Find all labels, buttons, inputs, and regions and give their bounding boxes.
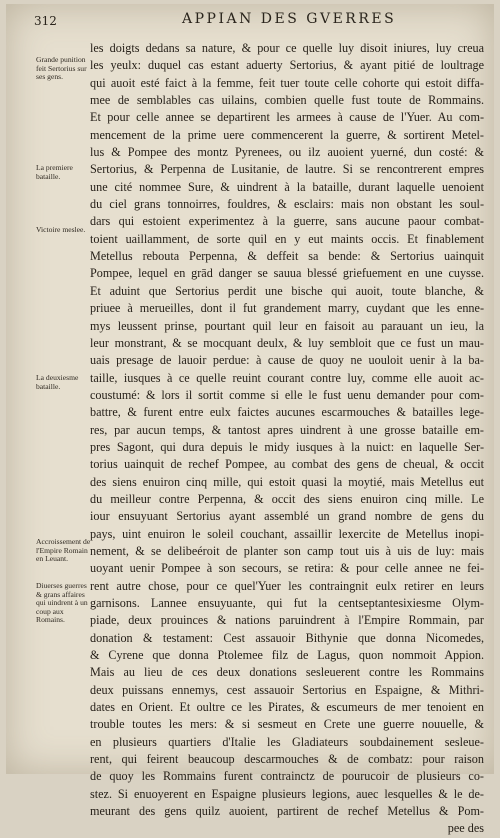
text-line: pee des [447,821,484,836]
marginal-note: Grande punition feit Sertorius sur ses gens. [36,55,87,82]
text-line: des siens enuiron cinq mille, qui estoit quasi la moytié, mais Metellus eut [90,474,484,489]
text-line: du ciel grans tonnoirres, fouldres, & esclairs: mais non obstant les soul- [90,197,484,212]
text-line: stez. Si enuoyerent en Espaigne plusieurs legions, auec lesquelles & le de- [90,786,484,801]
marginal-note: Victoire meslee. [36,225,86,234]
book-page [6,4,494,836]
text-line: meurant des gens quilz auoient, partirent de rechef Metellus & Pom- [90,804,484,819]
text-line: dates en Orient. Et oultre ce les Pirates, & escumeurs de mer tenoient en [90,700,484,715]
text-line: du meilleur contre Perpenna, & occit des siens enuiron cinq mille. Le [90,491,484,506]
page-number: 312 [34,14,57,28]
text-line: donation & testament: Cest assauoir Bithynie que donna Nicomedes, [90,630,484,645]
text-line: Et pour celle annee se departirent les armees à cause de l'Yuer. Au com- [90,110,484,125]
text-line: Mais au lieu de ces deux donations sesleuerent contre les Rommains [90,665,484,680]
text-line: les doigts dedans sa nature, & pour ce quelle luy disoit iniures, luy creua [90,41,484,55]
text-line: uais presage de lauoir perdue: à cause de quoy ne uouloit uenir à la ba- [90,353,484,368]
marginal-note: La deuxiesme bataille. [36,373,79,391]
text-line: priuee à merueilles, dont il fut grandement marry, cuydant que les enne- [90,301,484,316]
marginal-note: La premiere bataille. [36,163,73,181]
text-line: torius uainquit de rechef Pompee, au combat des gens de cheual, & occit [90,457,484,472]
text-line: leur monstrant, & se mocquant deulx, & luy sembloit que ce fust un mau- [90,335,484,350]
text-line: Metellus rebouta Perpenna, & deffeit sa bende: & Sertorius uainquit [90,249,484,264]
text-line: Et aduint que Sertorius perdit une bische qui auoit, toute blanche, & [90,283,484,298]
text-line: de quoy les Rommains furent contrainctz de pourucoir de plusieurs co- [90,769,484,784]
text-line: & Cyrene que donna Ptolemee filz de Lagus, quon nommoit Appion. [90,648,484,663]
text-line: rent autre chose, pour ce quel'Yuer les contraingnit eulx retirer en leurs [90,578,484,593]
text-line: dars qui estoient experimentez à la guerre, sans aucune paour combat- [90,214,484,229]
text-line: rent, qui feirent beaucoup descarmouches & de combatz: pour raison [90,752,484,767]
marginal-note: Accroissement de l'Empire Romain en Leuant. [36,537,91,564]
marginal-note: Diuerses guerres & grans affaires qui uindrent à un coup aux Romains. [36,581,88,625]
text-line: garnisons. Lannee ensuyuante, qui fut la centseptantesixiesme Olym- [90,596,484,610]
text-line: Pompee, lequel en grād danger se sauua blessé griefuement en une cuysse. [90,266,484,281]
text-line: mencement de la prime uere commencerent la guerre, & sortirent Metel- [90,127,484,142]
body-text [90,40,484,838]
text-line: en plusieurs quartiers d'Italie les Gladiateurs soubdainement sesleue- [90,734,484,749]
text-line: res, par aucun temps, & tantost apres uindrent à une grosse bataille em- [90,422,484,437]
text-line: iour ensuyuant Sertorius ayant assemblé un grand nombre de gens du [90,509,484,524]
text-line: pres Sagont, qui dura depuis le midy iusques à la nuict: en laquelle Ser- [90,439,484,454]
text-line: taille, iusques à ce quelle reuint courant contre luy, comme elle auoit ac- [90,370,484,385]
text-line: piade, deux prouinces & nations paruindrent à l'Empire Rommain, par [90,613,484,628]
text-line: pays, uint enuiron le soleil couchant, assaillir lexercite de Metellus inopi- [90,526,484,541]
text-line: mee de semblables cas uilains, combien quelle fust toute de Rommains. [90,93,484,108]
text-line: battre, & furent entre eulx faictes aucunes escarmouches & batailles lege- [90,405,484,420]
text-line: qui auoit esté faict à la femme, feit tuer toute celle cohorte qui estoit diffa- [90,75,484,90]
text-line: trouble toutes les mers: & si sesmeut en Crete une guerre nouuelle, & [90,717,484,732]
text-line: deux puissans ennemys, cest assauoir Sertorius en Espaigne, & Mithri- [90,682,484,697]
text-line: Sertorius, & Perpenna de Lusitanie, de lautre. Si se rencontrerent empres [90,162,484,177]
text-line: une cité nommee Sure, & uindrent à la bataille, durant laquelle uenoient [90,179,484,194]
text-line: les yeulx: duquel cas estant aduerty Sertorius, & ayant pitié de loultrage [90,58,484,73]
text-line: coustumé: & lors il sortit comme si elle le fust uenu demander pour com- [90,387,484,402]
text-line: nement, & se delibeéroit de planter son camp tout uis à uis de luy: mais [90,543,484,558]
text-line: uoyant uenir Pompee à son secours, se retira: & pour celle annee ne fei- [90,561,484,576]
text-line: mys leussent prinse, pourtant quil leur en faisoit au parauant un ieu, la [90,318,484,333]
running-head: APPIAN DES GVERRES [182,11,397,27]
text-line: toient uaillamment, de sorte quil en y eut maints occis. Et finablement [90,231,484,246]
text-line: lus & Pompee des montz Pyrenees, ou ilz auoient yuerné, dun costé: & [90,145,484,160]
